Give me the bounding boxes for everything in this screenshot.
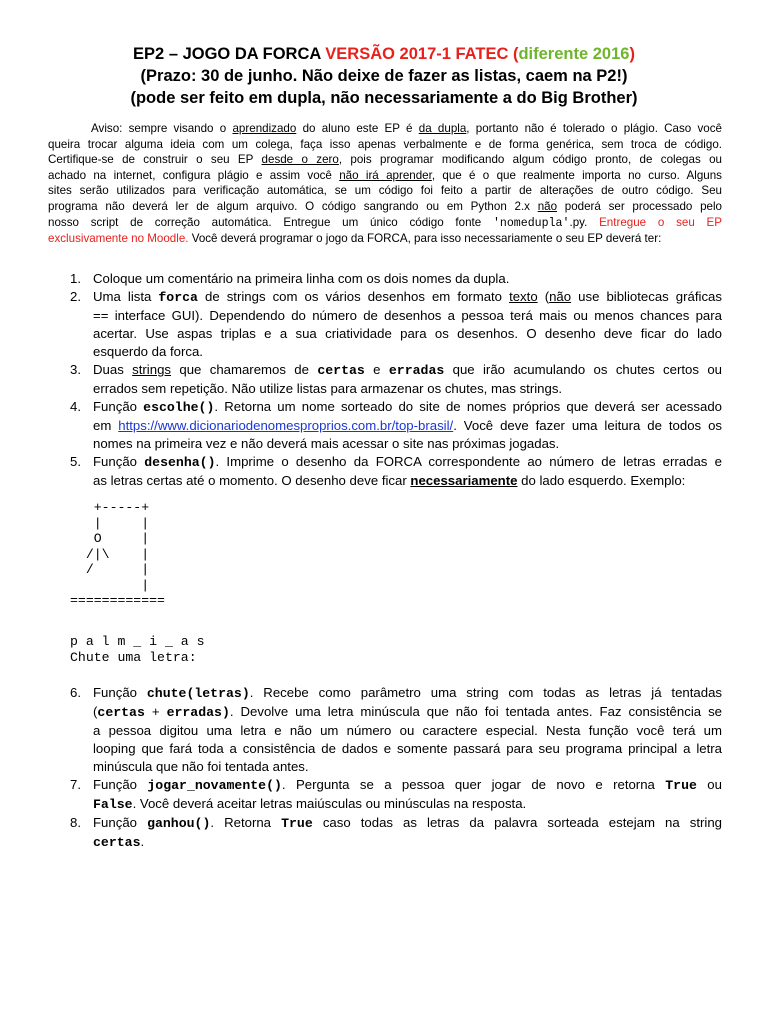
list-item: 3. Duas strings que chamaremos de certas e erradas que irão acumulando os chutes certos ou errados sem repetição. Não utilize listas para armazenar os chutes, mas strings.	[70, 362, 722, 396]
notice-line: Certifique-se de construir o seu EP desde o zero, pois programar modificando algum código pronto, de colegas ou	[48, 153, 722, 167]
input-prompt: Chute uma letra:	[70, 650, 197, 665]
pairs-line: (pode ser feito em dupla, não necessariamente a do Big Brother)	[130, 89, 638, 107]
list-item: 1. Coloque um comentário na primeira linha com os dois nomes da dupla.	[70, 271, 510, 286]
deadline-line: (Prazo: 30 de junho. Não deixe de fazer as listas, caem na P2!)	[140, 67, 628, 85]
notice-line: exclusivamente no Moodle. Você deverá programar o jogo da FORCA, para isso necessariamente o seu EP deverá ter:	[48, 232, 662, 246]
requirements-list	[48, 270, 722, 490]
notice-line: sites serão utilizados para verificação automática, se um código foi feito a partir de alterações de outro código. Seu	[48, 184, 722, 198]
game-output	[70, 634, 205, 666]
word-display: p a l m _ i _ a s	[70, 634, 205, 649]
title-text: EP2 – JOGO DA FORCA	[133, 45, 326, 63]
title-paren-open: (	[508, 45, 519, 63]
notice-line: achado na internet, configura plágio e assim você não irá aprender, que é o que realmente importa no curso. Alguns	[48, 168, 722, 182]
hangman-drawing: +-----+ | | O | /|\ | / | | ============	[70, 500, 165, 608]
title-paren-close: )	[629, 45, 635, 63]
requirements-list-continued	[48, 684, 722, 852]
list-item: 7. Função jogar_novamente(). Pergunta se a pessoa quer jogar de novo e retorna True ou False. Você deverá aceitar letras maiúsculas ou minúsculas na resposta.	[70, 777, 722, 812]
list-item: 2. Uma lista forca de strings com os vários desenhos em formato texto (não use bibliotecas gráficas == interface GUI). Dependendo do número de desenhos a pessoa terá mais ou menos chances para acertar. Use aspas triplas e a sua criatividade para os desenhos. O desenho deve ficar do lado esquerdo da forca.	[70, 289, 722, 359]
notice-line: queira trocar alguma ideia com um colega, faça isso apenas verbalmente e de forma genérica, sem troca de código.	[48, 137, 722, 151]
title-version: VERSÃO 2017-1 FATEC	[325, 45, 509, 63]
title-note: diferente 2016	[518, 45, 630, 63]
list-item: 4. Função escolhe(). Retorna um nome sorteado do site de nomes próprios que deverá ser acessado em https://www.dicionariodenomesproprios.com.br/top-brasil/. Você deve fazer uma leitura de todos os nomes na primeira vez e não deverá mais acessar o site nas próximas jogadas.	[70, 399, 722, 451]
list-item: 8. Função ganhou(). Retorna True caso todas as letras da palavra sorteada estejam na string certas.	[70, 815, 722, 850]
names-site-link[interactable]: https://www.dicionariodenomesproprios.com.br/top-brasil/	[118, 418, 454, 433]
notice-line: nosso script de correção automática. Entregue um único código fonte 'nomedupla'.py. Entregue o seu EP	[48, 215, 722, 230]
document-title	[50, 44, 718, 64]
notice-line: Aviso: sempre visando o aprendizado do aluno este EP é da dupla, portanto não é tolerado o plágio. Caso você	[91, 122, 722, 135]
notice-line: programa não deverá ler de algum arquivo. O código sangrando ou em Python 2.x não poderá ser processado pelo	[48, 199, 722, 213]
list-item: 6. Função chute(letras). Recebe como parâmetro uma string com todas as letras já tentadas (certas + erradas). Devolve uma letra minúscula que não foi tentada antes. Faz consistência se a pessoa digitou uma letra e não um número ou caractere especial. Nesta função você terá um looping que fará toda a consistência de dados e somente passará para seu programa principal a letra minúscula que não foi tentada antes.	[70, 685, 722, 774]
notice-paragraph	[48, 121, 722, 247]
list-item: 5. Função desenha(). Imprime o desenho da FORCA correspondente ao número de letras erradas e as letras certas até o momento. O desenho deve ficar necessariamente do lado esquerdo. Exemplo:	[70, 454, 722, 488]
